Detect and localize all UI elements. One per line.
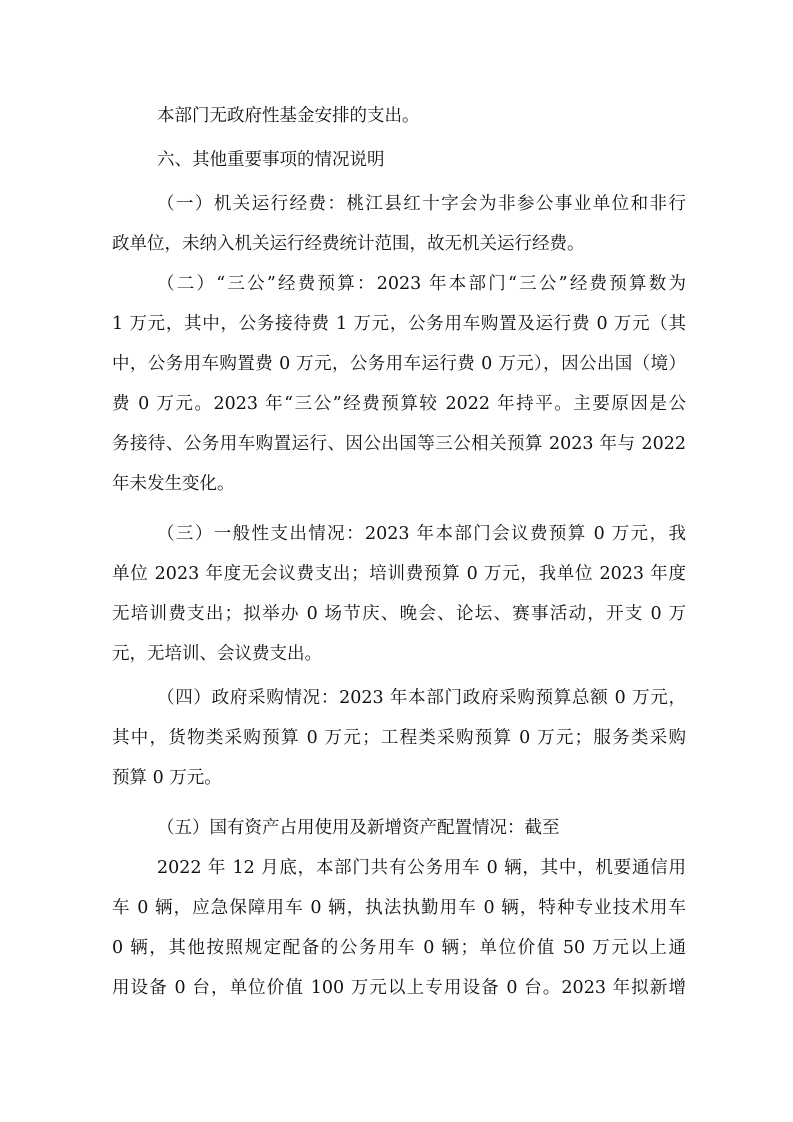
paragraph-line: 2022 年 12 月底，本部门共有公务用车 0 辆，其中，机要通信用 xyxy=(157,858,686,878)
paragraph-line: 务接待、公务用车购置运行、因公出国等三公相关预算 2023 年与 2022 xyxy=(112,434,686,454)
paragraph-line: （一）机关运行经费：桃江县红十字会为非参公事业单位和非行 xyxy=(157,194,686,214)
paragraph-line: 年未发生变化。 xyxy=(112,474,235,494)
paragraph-line: （二）“三公”经费预算：2023 年本部门“三公”经费预算数为 xyxy=(157,274,686,294)
paragraph-line: 政单位，未纳入机关运行经费统计范围，故无机关运行经费。 xyxy=(112,234,585,254)
paragraph-line: （三）一般性支出情况：2023 年本部门会议费预算 0 万元，我 xyxy=(157,524,686,544)
paragraph-line: 0 辆，其他按照规定配备的公务用车 0 辆；单位价值 50 万元以上通 xyxy=(112,938,686,958)
paragraph-line: 1 万元，其中，公务接待费 1 万元，公务用车购置及运行费 0 万元（其 xyxy=(112,314,686,334)
paragraph-line: （五）国有资产占用使用及新增资产配置情况：截至 xyxy=(157,818,560,838)
paragraph-line: 预算 0 万元。 xyxy=(112,768,222,788)
paragraph-line: 元，无培训、会议费支出。 xyxy=(112,644,322,664)
paragraph-line: 单位 2023 年度无会议费支出；培训费预算 0 万元，我单位 2023 年度 xyxy=(112,564,686,584)
paragraph-line: 车 0 辆，应急保障用车 0 辆，执法执勤用车 0 辆，特种专业技术用车 xyxy=(112,898,686,918)
paragraph-line: 其中，货物类采购预算 0 万元；工程类采购预算 0 万元；服务类采购 xyxy=(112,728,686,748)
paragraph-line: （四）政府采购情况：2023 年本部门政府采购预算总额 0 万元， xyxy=(157,688,686,708)
paragraph-line: 无培训费支出；拟举办 0 场节庆、晚会、论坛、赛事活动，开支 0 万 xyxy=(112,604,686,624)
paragraph-line: 费 0 万元。2023 年“三公”经费预算较 2022 年持平。主要原因是公 xyxy=(112,394,686,414)
section-heading: 六、其他重要事项的情况说明 xyxy=(157,150,385,170)
paragraph-line: 中，公务用车购置费 0 万元，公务用车运行费 0 万元），因公出国（境） xyxy=(112,354,686,374)
paragraph-line: 本部门无政府性基金安排的支出。 xyxy=(157,106,420,126)
paragraph-line: 用设备 0 台，单位价值 100 万元以上专用设备 0 台。2023 年拟新增 xyxy=(112,978,686,998)
